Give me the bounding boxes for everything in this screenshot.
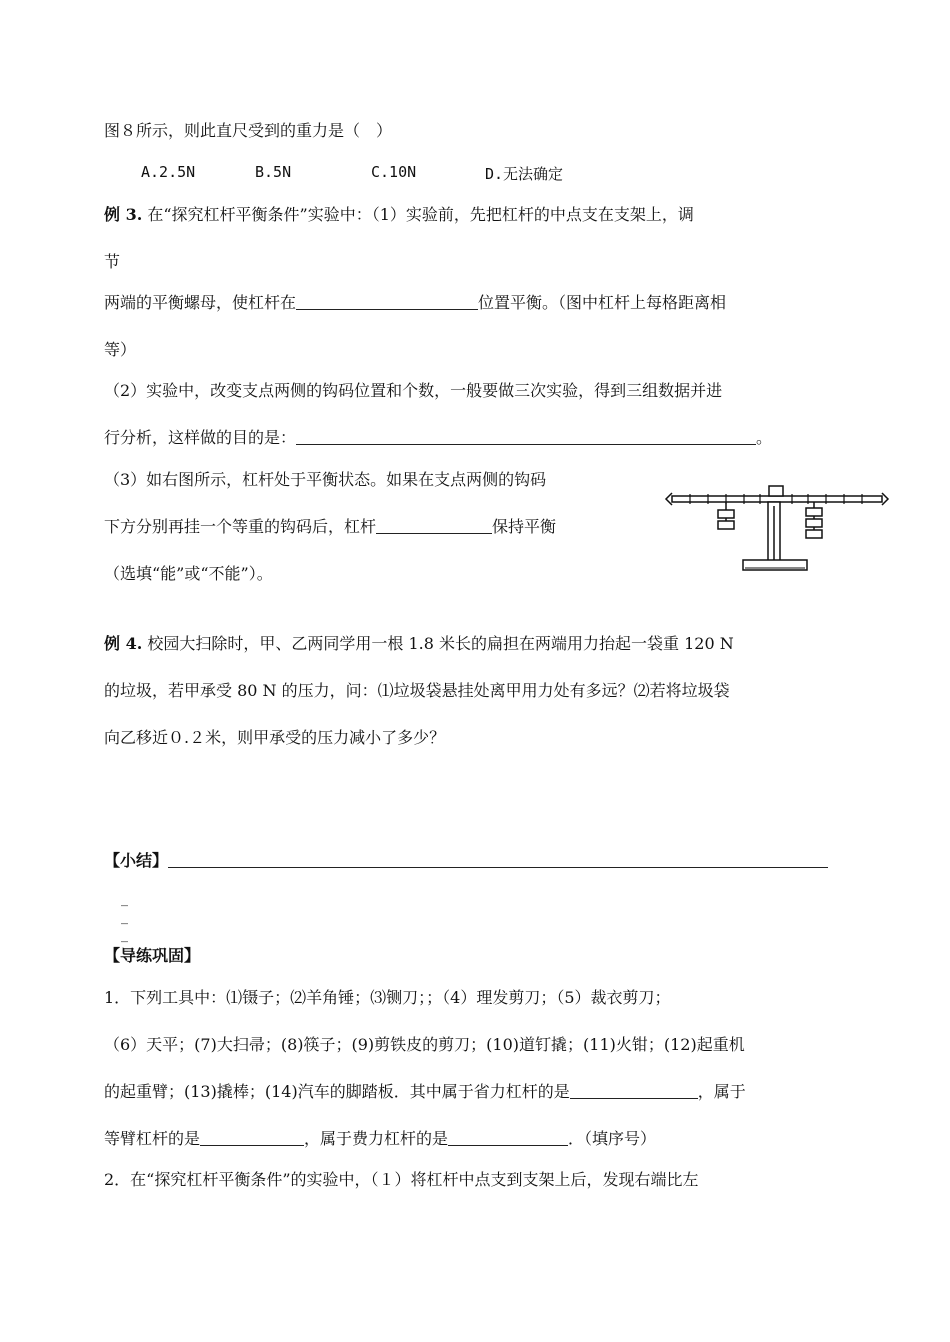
text-segment: 下方分别再挂一个等重的钩码后，杠杆 — [104, 517, 377, 536]
example-3-wrap-2: 等） — [104, 340, 137, 359]
lever-diagram — [664, 484, 890, 576]
answer-blank[interactable] — [296, 293, 478, 310]
example-3-text: 在“探究杠杆平衡条件”实验中：（1）实验前，先把杠杆的中点支在支架上，调 — [147, 205, 694, 224]
text-segment: ，属于费力杠杆的是 — [304, 1129, 449, 1148]
option-a: A.2.5N — [141, 163, 196, 181]
answer-blank[interactable] — [448, 1129, 568, 1146]
answer-blank[interactable] — [200, 1129, 304, 1146]
example-3-line-2 — [104, 293, 726, 313]
example-3-line-4 — [104, 428, 772, 448]
example-3-line-3: （2）实验中，改变支点两侧的钩码位置和个数，一般要做三次实验，得到三组数据并进 — [104, 381, 723, 400]
pivot — [769, 486, 783, 496]
example-4-line-1 — [104, 634, 734, 654]
text-segment: 两端的平衡螺母，使杠杆在 — [104, 293, 297, 312]
option-c: C.10N — [371, 163, 417, 181]
text-segment: 保持平衡 — [492, 517, 557, 536]
text-segment: ，属于 — [697, 1082, 746, 1101]
option-b: B.5N — [255, 163, 292, 181]
dash-mark: _ — [121, 927, 128, 943]
summary-blank[interactable] — [168, 851, 828, 868]
dash-mark: _ — [121, 891, 128, 907]
example-3-line-5: （3）如右图所示，杠杆处于平衡状态。如果在支点两侧的钩码 — [104, 470, 547, 489]
text-segment: ．（填序号） — [568, 1129, 657, 1148]
example-3-label: 例 3. — [104, 205, 143, 224]
lever-beam — [672, 496, 882, 502]
text-segment: 行分析，这样做的目的是： — [104, 428, 297, 447]
practice-heading: 【导练巩固】 — [104, 946, 201, 965]
question-1-line-1: 1．下列工具中：⑴镊子；⑵羊角锤；⑶铡刀；；（4）理发剪刀；（5）裁衣剪刀； — [104, 988, 671, 1007]
right-weights — [806, 502, 822, 538]
text-segment: 位置平衡。（图中杠杆上每格距离相 — [478, 293, 727, 312]
example-4-line-3: 向乙移近０.２米，则甲承受的压力减小了多少？ — [104, 728, 446, 747]
example-4-line-2: 的垃圾，若甲承受 80 N 的压力，问：⑴垃圾袋悬挂处离甲用力处有多远？⑵若将垃圾袋 — [104, 681, 730, 700]
example-3-line-6 — [104, 517, 556, 537]
option-d: D.无法确定 — [485, 165, 564, 183]
question-stem: 图８所示，则此直尺受到的重力是（ ） — [104, 121, 393, 140]
question-2-line-1: 2．在“探究杠杆平衡条件”的实验中，（１）将杠杆中点支到支架上后，发现右端比左 — [104, 1170, 699, 1189]
summary-label: 【小结】 — [104, 851, 169, 870]
text-segment: 等臂杠杆的是 — [104, 1129, 201, 1148]
dash-mark: _ — [121, 909, 128, 925]
example-3-line-1 — [104, 205, 694, 225]
answer-blank[interactable] — [296, 428, 756, 445]
left-weights — [718, 502, 734, 529]
question-1-line-2: （6）天平；(7)大扫帚；(8)筷子；(9)剪铁皮的剪刀；(10)道钉撬；(11)火钳；(12)起重机 — [104, 1035, 745, 1054]
text-segment: 。 — [756, 428, 773, 447]
example-4-text: 校园大扫除时，甲、乙两同学用一根 1.8 米长的扁担在两端用力抬起一袋重 120 N — [147, 634, 734, 653]
example-3-wrap-1: 节 — [104, 252, 121, 271]
example-3-line-7: （选填“能”或“不能”）。 — [104, 564, 273, 583]
answer-blank[interactable] — [570, 1082, 698, 1099]
question-1-line-4 — [104, 1129, 656, 1149]
question-1-line-3 — [104, 1082, 746, 1102]
answer-blank[interactable] — [376, 517, 492, 534]
text-segment: 的起重臂；(13)撬棒；(14)汽车的脚踏板．其中属于省力杠杆的是 — [104, 1082, 570, 1101]
summary-line — [104, 851, 828, 871]
example-4-label: 例 4. — [104, 634, 143, 653]
